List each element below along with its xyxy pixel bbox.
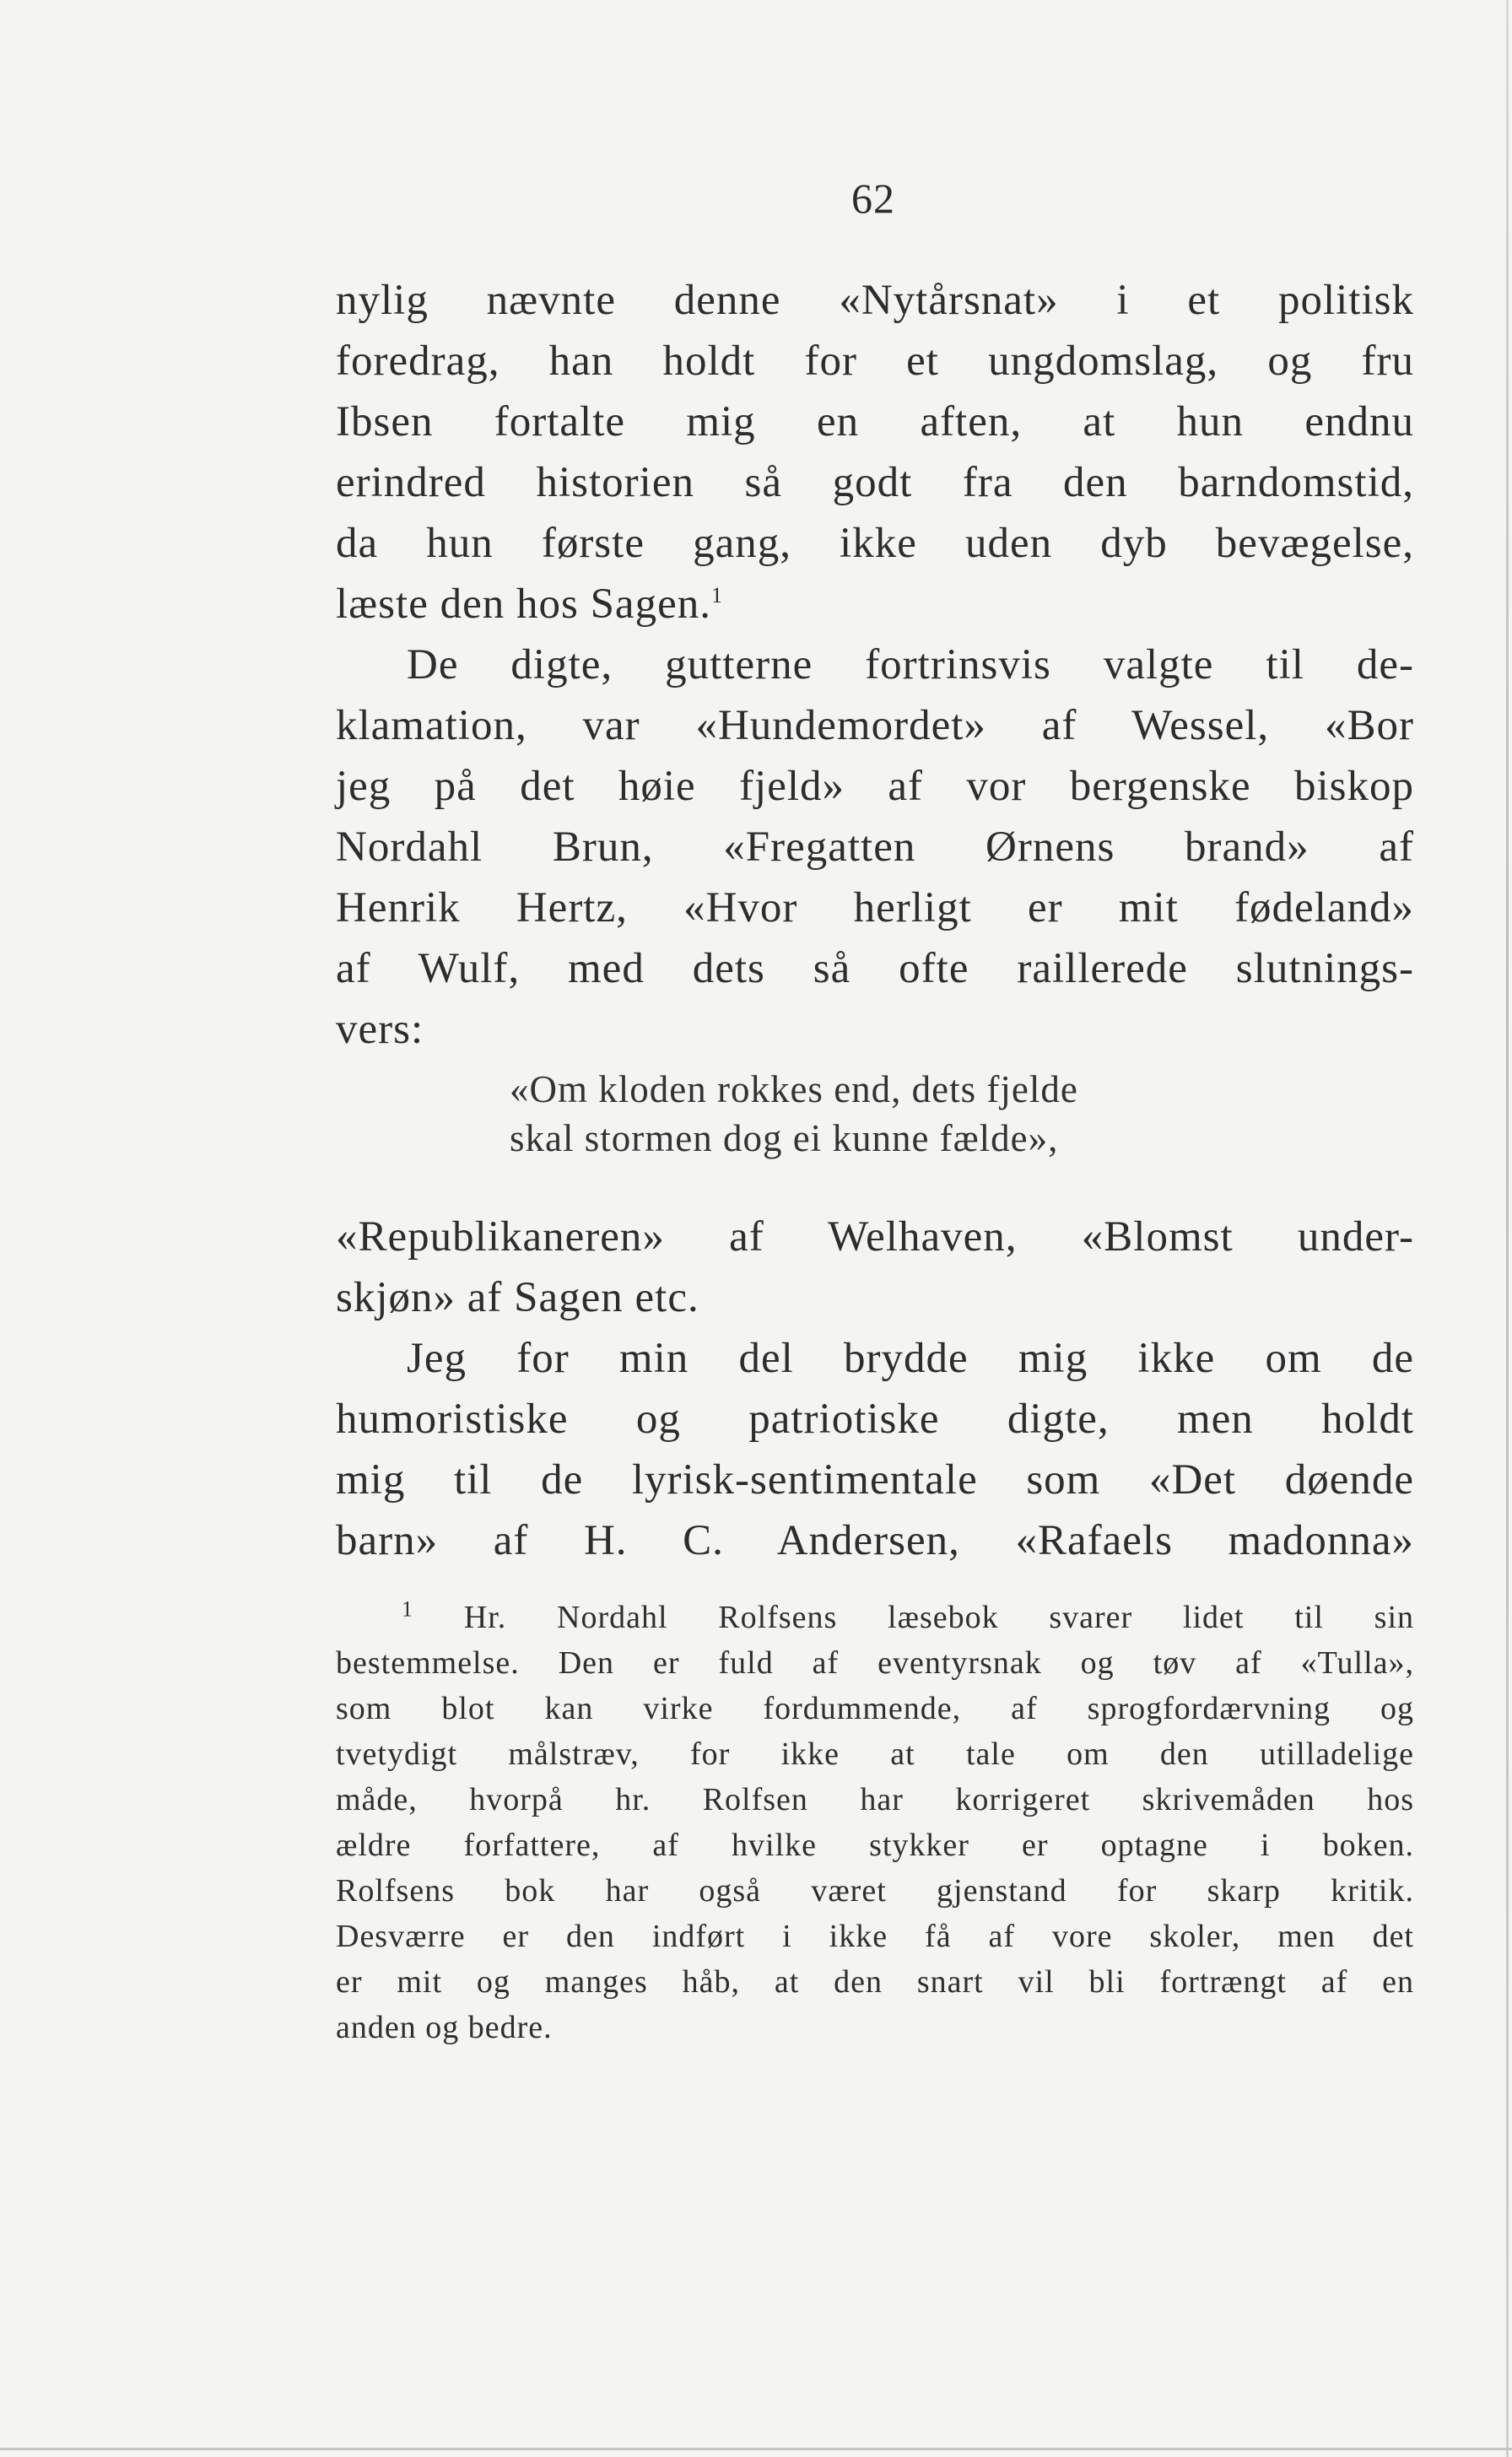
verse-quote: [510, 1065, 1269, 1163]
text-line: af Wulf, med dets så ofte raillerede slutnings-: [336, 945, 1414, 992]
text-line: mig til de lyrisk-sentimentale som «Det døende: [336, 1456, 1414, 1504]
footnote: [336, 1595, 1414, 2050]
text-line: Henrik Hertz, «Hvor herligt er mit fødeland»: [336, 884, 1414, 932]
text-line: klamation, var «Hundemordet» af Wessel, «Bor: [336, 702, 1414, 749]
footnote-line: som blot kan virke fordummende, af sprogfordærvning og: [336, 1691, 1414, 1726]
text-line: da hun første gang, ikke uden dyb bevægelse,: [336, 520, 1414, 567]
text-line: vers:: [336, 1006, 424, 1053]
footnote-line: [336, 1595, 1414, 1640]
text-line: skjøn» af Sagen etc.: [336, 1274, 699, 1321]
page-edge-right: [1506, 0, 1509, 2457]
footnote-line: måde, hvorpå hr. Rolfsen har korrigeret skrivemåden hos: [336, 1782, 1414, 1817]
footnote-line: tvetydigt målstræv, for ikke at tale om den utilladelige: [336, 1736, 1414, 1772]
page-number: 62: [851, 175, 895, 222]
continued-text-block: [336, 1207, 1414, 1571]
paragraph-first-line: De digte, gutterne fortrinsvis valgte til de-: [407, 641, 1414, 688]
paragraph-first-line: Jeg for min del brydde mig ikke om de: [407, 1335, 1414, 1382]
footnote-line: er mit og manges håb, at den snart vil bli fortrængt af en: [336, 1964, 1414, 2000]
footnote-line: bestemmelse. Den er fuld af eventyrsnak og tøv af «Tulla»,: [336, 1645, 1414, 1681]
text-line: [336, 574, 1414, 634]
text-line: barn» af H. C. Andersen, «Rafaels madonna»: [336, 1517, 1414, 1564]
footnote-mark: 1: [402, 1596, 413, 1622]
page-edge-bottom: [0, 2448, 1512, 2450]
text-line: Nordahl Brun, «Fregatten Ørnens brand» af: [336, 824, 1414, 871]
footnote-line-content: Hr. Nordahl Rolfsens læsebok svarer lidet til sin: [463, 1600, 1415, 1635]
footnote-line: anden og bedre.: [336, 2010, 553, 2045]
text-line: Ibsen fortalte mig en aften, at hun endnu: [336, 398, 1414, 446]
text-line: jeg på det høie fjeld» af vor bergenske biskop: [336, 763, 1414, 810]
footnote-line: Rolfsens bok har også været gjenstand for skarp kritik.: [336, 1873, 1414, 1909]
text-line: humoristiske og patriotiske digte, men holdt: [336, 1396, 1414, 1443]
footnote-line: ældre forfattere, af hvilke stykker er optagne i boken.: [336, 1828, 1414, 1863]
text-line: «Republikaneren» af Welhaven, «Blomst under-: [336, 1213, 1414, 1261]
verse-line: «Om kloden rokkes end, dets fjelde: [510, 1068, 1078, 1110]
verse-line: skal stormen dog ei kunne fælde»,: [510, 1117, 1059, 1159]
main-text-block: [336, 270, 1414, 1060]
footnote-line: Desværre er den indført i ikke få af vore skoler, men det: [336, 1919, 1414, 1954]
text-line: foredrag, han holdt for et ungdomslag, og fru: [336, 338, 1414, 385]
footnote-reference: 1: [710, 583, 723, 608]
text-line: erindred historien så godt fra den barndomstid,: [336, 459, 1414, 506]
text-line: nylig nævnte denne «Nytårsnat» i et politisk: [336, 277, 1414, 324]
text-line-content: læste den hos Sagen.: [336, 580, 711, 628]
